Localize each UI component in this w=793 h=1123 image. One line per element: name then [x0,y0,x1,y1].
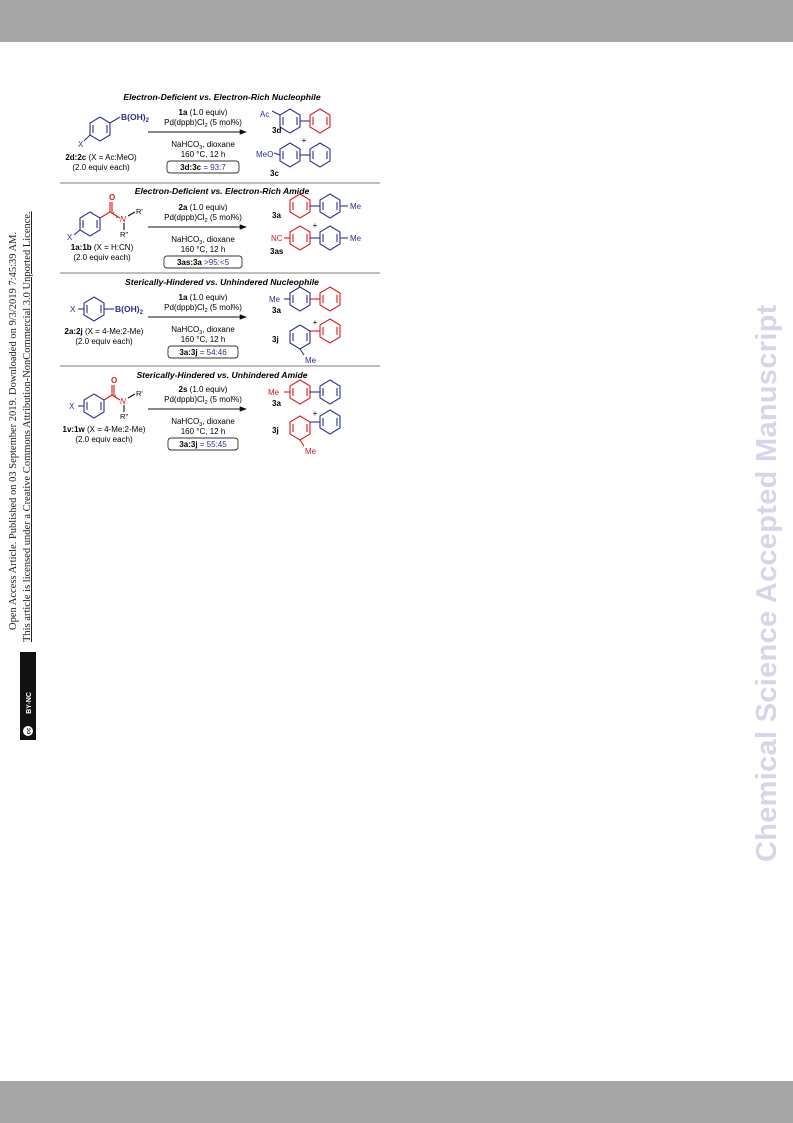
amide-r2-2: R'' [120,230,129,239]
product-3c-label: 3c [270,169,279,178]
product-3j-substituent-3: Me [305,356,317,365]
product-3j-label-4: 3j [272,426,279,435]
product-3a-label-4: 3a [272,399,281,408]
substrate-amount-4: (2.0 equiv each) [75,435,133,444]
carbonyl-o-4: O [111,376,118,385]
conditions-1: 160 °C, 12 h [180,150,226,159]
ratio-2: 3as:3a >95:<5 [176,258,230,267]
substituent-x-3: X [70,305,76,314]
svg-text:1a:1b (X = H:CN): 1a:1b (X = H:CN) [70,243,134,252]
svg-text:1a (1.0 equiv): 1a (1.0 equiv) [178,108,228,117]
substrate-label-1: 2d:2c [65,153,87,162]
svg-text:2d:2c (X = Ac:MeO): 2d:2c (X = Ac:MeO) [65,153,137,162]
reagent-4: 2s [178,385,188,394]
amide-r1-2: R' [136,207,143,216]
footer-bar [0,1081,793,1123]
cc-license-badge[interactable] [20,652,36,740]
catalyst-2: $Pd(dppb)Cl_2$ (5 mol%) [164,213,242,224]
amide-n-4: N [120,397,126,406]
product-3j-substituent-4: Me [305,447,317,456]
panel-1-title: Electron-Deficient vs. Electron-Rich Nucleophile [123,92,321,102]
ratio-1: 3d:3c = 93:7 [180,163,226,172]
product-3a-structure-2 [290,194,348,218]
svg-text:2s (1.0 equiv): 2s (1.0 equiv) [178,385,228,394]
product-3a-substituent-2: Me [350,202,362,211]
carbonyl-o-2: O [109,193,116,202]
catalyst-3: $Pd(dppb)Cl_2$ (5 mol%) [164,303,242,314]
scheme-panel-3 [60,277,380,366]
boronic-group-1: B(OH) [121,112,146,122]
product-3a-structure-3 [284,287,340,311]
boronic-acid-structure-3 [78,297,114,321]
product-3as-substituent: Me [350,234,362,243]
boronic-acid-structure-1 [84,117,120,141]
amide-n-2: N [120,215,126,224]
substituent-x-4: X [69,402,75,411]
substrate-amount-3: (2.0 equiv each) [75,337,133,346]
base-1: NaHCO$_3$, dioxane [171,140,235,151]
substituent-x-1: X [78,140,84,149]
ratio-3: 3a:3j = 54:46 [179,348,227,357]
svg-text:2a (1.0 equiv): 2a (1.0 equiv) [178,203,228,212]
product-3a-structure-4 [284,380,340,404]
ratio-4: 3a:3j = 55:45 [179,440,227,449]
panel-4-title: Sterically-Hindered vs. Unhindered Amide [136,370,308,380]
scheme-panel-4 [63,370,340,456]
svg-text:1a (1.0 equiv): 1a (1.0 equiv) [178,293,228,302]
product-3d-substituent: Ac [260,110,270,119]
manuscript-watermark: Chemical Science Accepted Manuscript [751,304,783,862]
product-3a-label-3: 3a [272,306,281,315]
product-3a-label-2: 3a [272,211,281,220]
svg-text:2a:2j (X = 4-Me:2-Me): 2a:2j (X = 4-Me:2-Me) [64,327,144,336]
svg-text:B(OH)2: $B(OH)_2$ [115,304,143,316]
substrate-label-4: 1v:1w [62,425,85,434]
substituent-x-2: X [67,233,73,242]
reagent-2: 2a [178,203,188,212]
license-line-2[interactable]: This article is licensed under a Creative Commons Attribution-NonCommercial 3.0 Unported Licence. [22,211,33,642]
reaction-scheme [60,85,380,495]
conditions-3: 160 °C, 12 h [180,335,226,344]
conditions-4: 160 °C, 12 h [180,427,226,436]
panel-3-title: Sterically-Hindered vs. Unhindered Nucleophile [125,277,319,287]
product-3j-label-3: 3j [272,335,279,344]
base-2: NaHCO$_3$, dioxane [171,235,235,246]
svg-text:1v:1w (X = 4-Me:2-Me): 1v:1w (X = 4-Me:2-Me) [62,425,146,434]
svg-text:B(OH)2: $B(OH)_2$ [121,112,149,124]
catalyst-4: $Pd(dppb)Cl_2$ (5 mol%) [164,395,242,406]
substrate-amount-1: (2.0 equiv each) [72,163,130,172]
product-3a-substituent-4: Me [268,388,280,397]
product-3a-substituent-3: Me [269,295,281,304]
boronic-group-3: B(OH) [115,304,140,314]
plus-sign-4: + [312,409,318,418]
cc-icon: cc [26,727,33,735]
catalyst-1: $Pd(dppb)Cl_2$ (5 mol%) [164,118,242,129]
conditions-2: 160 °C, 12 h [180,245,226,254]
product-3as-label: 3as [270,247,284,256]
product-3d-label: 3d [272,126,282,135]
panel-2-title: Electron-Deficient vs. Electron-Rich Amide [134,186,310,196]
product-3c-structure [274,143,330,167]
base-3: NaHCO$_3$, dioxane [171,325,235,336]
scheme-panel-1 [60,92,380,183]
product-3c-substituent: MeO [256,150,274,159]
substrate-amount-2: (2.0 equiv each) [73,253,131,262]
cc-badge-label: BY-NC [26,692,33,714]
amide-r1-4: R' [136,389,143,398]
reagent-3: 1a [178,293,188,302]
substrate-label-3: 2a:2j [64,327,83,336]
scheme-panel-2 [60,186,380,273]
amide-r2-4: R'' [120,412,129,421]
plus-sign-3: + [312,318,318,327]
header-bar [0,0,793,42]
plus-sign-1: + [301,136,307,145]
reagent-1: 1a [178,108,188,117]
license-line-1: Open Access Article. Published on 03 September 2019. Downloaded on 9/3/2019 7:45:39 AM. [8,231,19,630]
base-4: NaHCO$_3$, dioxane [171,417,235,428]
product-3as-cyano: NC [271,234,283,243]
plus-sign-2: + [312,221,318,230]
substrate-label-2: 1a:1b [70,243,92,252]
